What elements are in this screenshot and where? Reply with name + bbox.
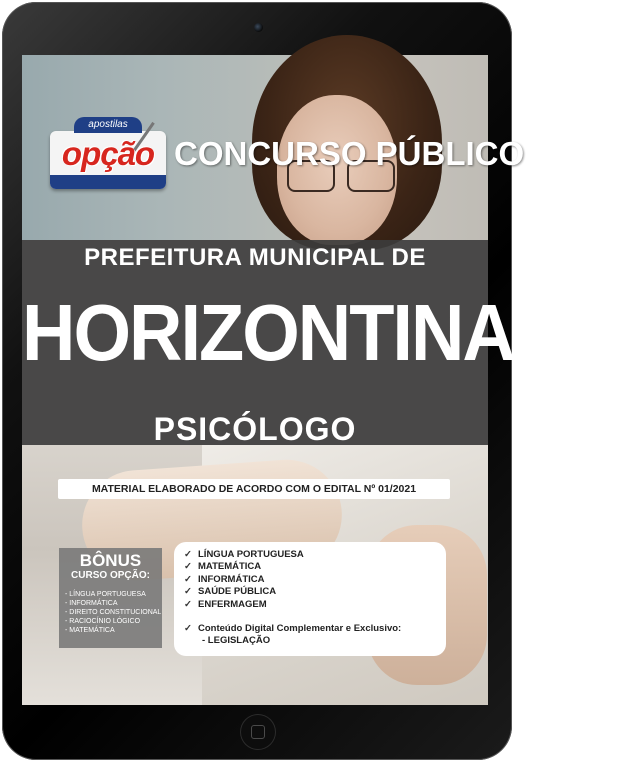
brand-logo (44, 117, 174, 195)
home-button[interactable] (240, 714, 276, 750)
edital-banner: MATERIAL ELABORADO DE ACORDO COM O EDITAL Nº 01/2021 (58, 479, 450, 499)
subject-label: INFORMÁTICA (198, 573, 265, 585)
concurso-heading: CONCURSO PÚBLICO (174, 135, 525, 172)
bonus-subtitle: CURSO OPÇÃO: (71, 570, 150, 581)
cargo-title: PSICÓLOGO (153, 411, 357, 447)
subjects-list (184, 549, 304, 611)
bonus-title: BÔNUS (79, 551, 142, 570)
check-icon: ✓ (184, 586, 192, 598)
camera-icon (254, 23, 263, 32)
subject-label: ENFERMAGEM (198, 598, 267, 610)
city-title: HORIZONTINA/RS (22, 287, 631, 378)
prefeitura-label: PREFEITURA MUNICIPAL DE (84, 244, 426, 271)
bonus-box (59, 548, 162, 648)
subject-label: MATEMÁTICA (198, 561, 262, 573)
bonus-item: - DIREITO CONSTITUCIONAL (65, 609, 162, 616)
bonus-list (65, 590, 161, 635)
check-icon: ✓ (184, 549, 192, 560)
logo-top-text: apostilas (74, 117, 142, 133)
check-icon: ✓ (184, 623, 192, 634)
subject-item (184, 586, 304, 598)
bonus-item: - LÍNGUA PORTUGUESA (65, 591, 146, 598)
bonus-item: - INFORMÁTICA (65, 600, 118, 607)
check-icon: ✓ (184, 573, 192, 585)
book-cover (22, 55, 631, 705)
subject-item (184, 561, 304, 573)
subject-item (184, 599, 304, 611)
check-icon: ✓ (184, 561, 192, 573)
subject-item (184, 549, 304, 561)
bonus-item: - MATEMÁTICA (65, 627, 115, 634)
bonus-item: - RACIOCÍNIO LÓGICO (65, 618, 141, 625)
subject-label: LÍNGUA PORTUGUESA (198, 549, 304, 560)
extra-item: - LEGISLAÇÃO (202, 635, 271, 646)
subjects-box (174, 542, 446, 656)
subject-item (184, 574, 304, 586)
subject-label: SAÚDE PÚBLICA (198, 586, 277, 598)
check-icon: ✓ (184, 598, 192, 610)
extra-content (184, 623, 401, 635)
extra-label: Conteúdo Digital Complementar e Exclusivo: (198, 623, 402, 634)
logo-main-text: opção (61, 135, 155, 172)
